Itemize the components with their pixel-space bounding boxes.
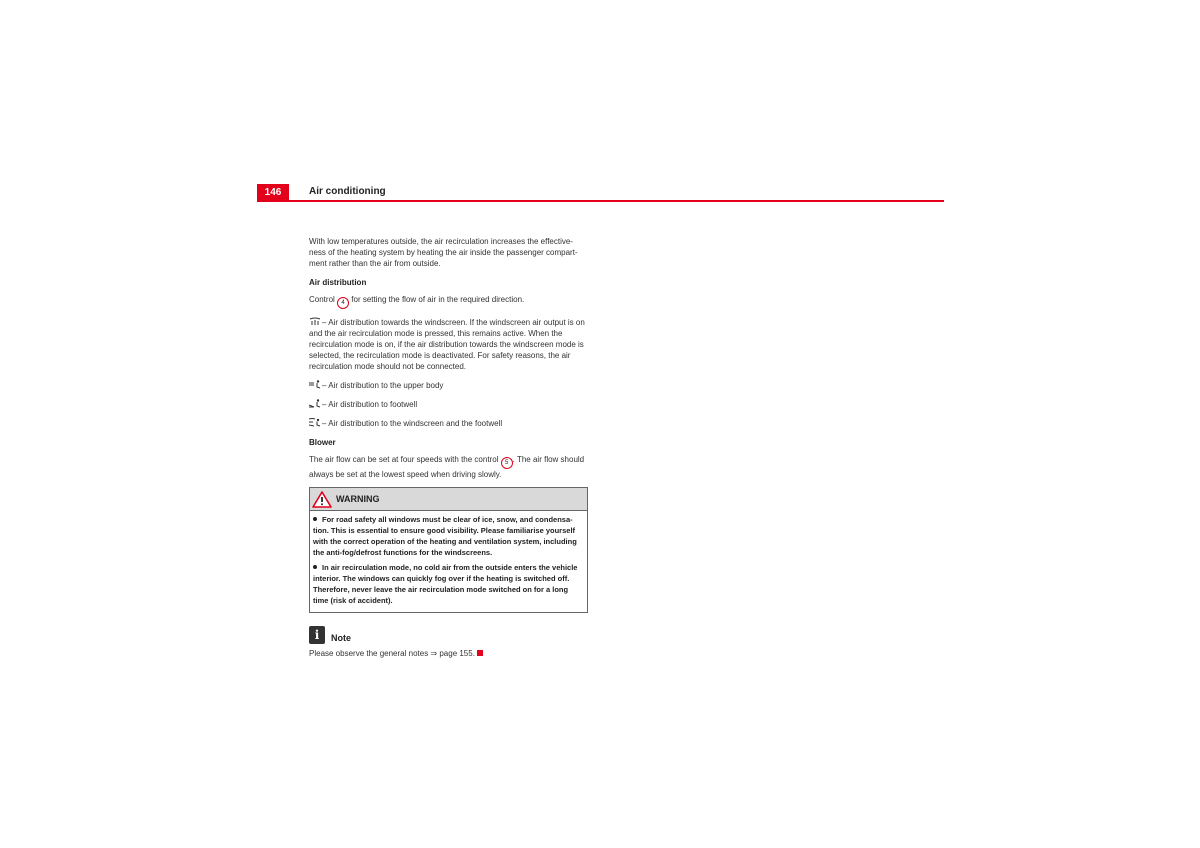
control-pre-text: Control [309, 295, 335, 304]
warning-header [310, 488, 587, 511]
note-paragraph [309, 648, 589, 659]
footwell-item [309, 399, 589, 410]
windscreen-icon [309, 317, 321, 326]
warning-item-text: For road safety all windows must be clear of ice, snow, and condensa-tion. This is essential to ensure good visibility. Please familiarise yourself with the correct operation of the heating and ventilation system, including the anti-fog/defrost functions for the windscreens. [313, 515, 577, 557]
header-rule [257, 200, 944, 202]
content-column [309, 236, 589, 659]
upper-body-icon [309, 380, 321, 389]
warning-label: WARNING [336, 493, 380, 504]
warning-body [310, 511, 587, 612]
control-paragraph [309, 294, 589, 309]
windscreen-item [309, 317, 589, 372]
footwell-icon [309, 399, 321, 408]
upper-body-item [309, 380, 589, 391]
air-distribution-heading: Air distribution [309, 278, 367, 287]
warning-item-text: In air recirculation mode, no cold air from the outside enters the vehicle interior. The windows can quickly fog over if the heating is switched off. Therefore, never leave the air recirculation mode switched on for a long time (risk of accident). [313, 563, 578, 605]
blower-heading: Blower [309, 438, 336, 447]
warning-item [313, 514, 584, 558]
page-number: 146 [257, 184, 289, 201]
bullet-icon [313, 565, 317, 569]
blower-post-text: . The air flow should always be set at the lowest speed when driving slowly. [309, 455, 585, 479]
windscreen-footwell-text: – Air distribution to the windscreen and the footwell [322, 419, 503, 428]
control-4-marker: 4 [337, 297, 349, 309]
end-of-section-icon [477, 650, 483, 656]
intro-paragraph: With low temperatures outside, the air recirculation increases the effective-ness of the heating system by heating the air inside the passenger compart-ment rather than the air from outside. [309, 237, 578, 268]
note-text: Please observe the general notes ⇒ page 155. [309, 649, 475, 658]
warning-item [313, 562, 584, 606]
blower-paragraph [309, 454, 589, 480]
warning-box [309, 487, 588, 613]
blower-pre-text: The air flow can be set at four speeds with the control [309, 455, 499, 464]
control-5-marker: 5 [501, 457, 513, 469]
note-header [309, 624, 589, 644]
section-title: Air conditioning [309, 186, 386, 197]
control-post-text: for setting the flow of air in the required direction. [351, 295, 525, 304]
note-label: Note [331, 633, 351, 643]
windscreen-footwell-icon [309, 418, 321, 427]
footwell-text: – Air distribution to footwell [322, 400, 418, 409]
upper-body-text: – Air distribution to the upper body [322, 381, 444, 390]
bullet-icon [313, 517, 317, 521]
warning-triangle-icon [312, 491, 332, 508]
windscreen-footwell-item [309, 418, 589, 429]
info-icon: i [309, 626, 325, 644]
windscreen-text: – Air distribution towards the windscreen. If the windscreen air output is on and the air recirculation mode is pressed, this remains active. When the recirculation mode is on, if the air distribution towards the windscreen mode is selected, the recirculation mode is deactivated. For safety reasons, the air recirculation mode should not be connected. [309, 318, 585, 371]
